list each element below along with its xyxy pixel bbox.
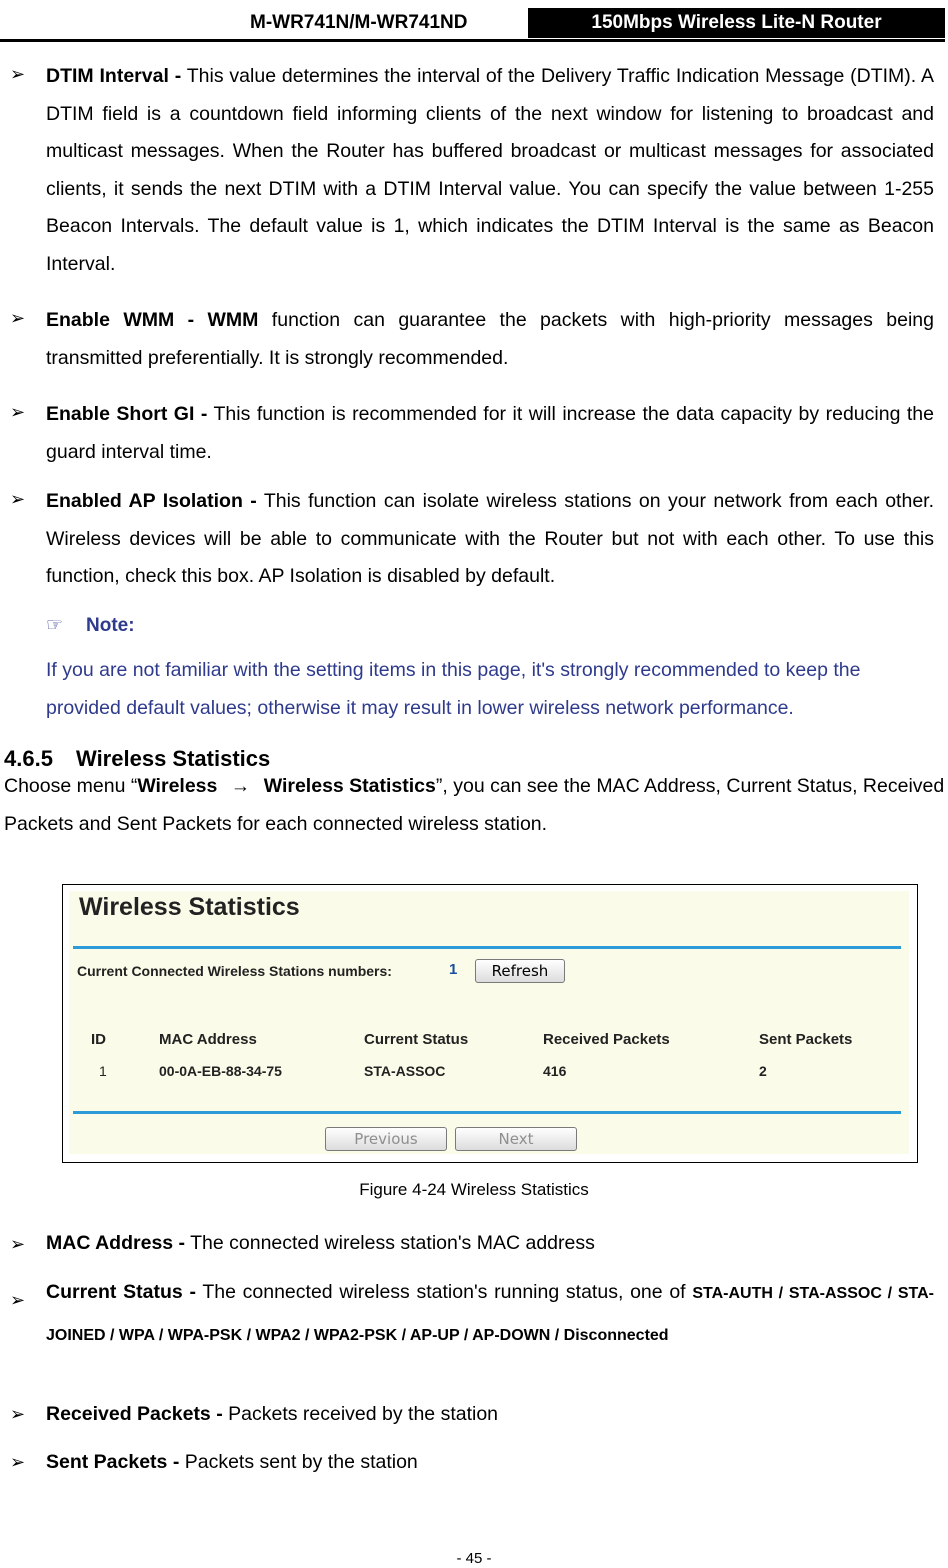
- figure-caption: Figure 4-24 Wireless Statistics: [359, 1180, 589, 1199]
- wireless-statistics-panel: [69, 891, 909, 1154]
- column-header-sent: Sent Packets: [759, 1031, 853, 1048]
- page-header: [0, 8, 948, 40]
- bullet-arrow-icon: ➢: [10, 402, 26, 422]
- header-rule: [0, 39, 945, 42]
- item-term: MAC Address -: [46, 1232, 186, 1254]
- note-title: Note:: [86, 615, 135, 636]
- panel-title: Wireless Statistics: [79, 893, 300, 921]
- item-text: This function can isolate wireless stations on your network from each other. Wireless devices will be able to communicate with the Router but not with each other. To use this function, check this box. AP Isolation is disabled by default.: [46, 490, 934, 587]
- item-enable-short-gi: [46, 396, 934, 471]
- bullet-arrow-icon: ➢: [10, 1234, 26, 1254]
- previous-button[interactable]: Previous: [325, 1127, 447, 1151]
- product-name: 150Mbps Wireless Lite-N Router: [528, 8, 945, 38]
- section-intro: [4, 768, 948, 843]
- bullet-arrow-icon: ➢: [10, 1404, 26, 1424]
- bullet-arrow-icon: ➢: [10, 489, 26, 509]
- item-term: Enable WMM - WMM: [46, 309, 259, 331]
- figure-screenshot: [62, 884, 918, 1163]
- page-number: - 45 -: [456, 1550, 492, 1567]
- item-mac-address: [46, 1225, 934, 1263]
- refresh-button[interactable]: Refresh: [475, 959, 565, 983]
- column-header-id: ID: [91, 1031, 106, 1048]
- cell-id: 1: [99, 1063, 107, 1079]
- intro-post: ”, you can see the MAC Address, Current Status, Received Packets and Sent Packets for each connected wireless station.: [4, 775, 945, 835]
- item-enable-wmm: [46, 302, 934, 377]
- item-text: Packets sent by the station: [179, 1451, 418, 1473]
- column-header-received: Received Packets: [543, 1031, 670, 1048]
- bullet-arrow-icon: ➢: [10, 1290, 26, 1310]
- intro-menu-1: Wireless: [137, 775, 218, 797]
- item-text: This function is recommended for it will increase the data capacity by reducing the guard interval time.: [46, 403, 934, 463]
- item-sent-packets: [46, 1444, 934, 1482]
- panel-bottom-rule: [73, 1111, 901, 1114]
- item-text: function can guarantee the packets with high-priority messages being transmitted preferentially. It is strongly recommended.: [46, 309, 934, 369]
- item-term: Enable Short GI -: [46, 403, 208, 425]
- arrow-right-icon: →: [230, 775, 251, 797]
- pointing-hand-icon: ☞: [46, 615, 64, 636]
- item-term: Enabled AP Isolation -: [46, 490, 257, 512]
- item-term: Current Status -: [46, 1281, 196, 1303]
- note-text: If you are not familiar with the setting items in this page, it's strongly recommended to keep the provided default values; otherwise it may result in lower wireless network performance.: [46, 659, 861, 719]
- model-name: M-WR741N/M-WR741ND: [250, 12, 468, 33]
- station-count-value: 1: [449, 961, 458, 978]
- intro-menu-2: Wireless Statistics: [263, 775, 436, 797]
- cell-received: 416: [543, 1063, 567, 1079]
- item-text: Packets received by the station: [222, 1403, 499, 1425]
- panel-top-rule: [73, 946, 901, 949]
- cell-sent: 2: [759, 1063, 767, 1079]
- cell-status: STA-ASSOC: [364, 1063, 446, 1079]
- item-text: The connected wireless station's MAC address: [185, 1232, 595, 1254]
- column-header-mac: MAC Address: [159, 1031, 257, 1048]
- section-number: 4.6.5: [4, 746, 53, 771]
- bullet-arrow-icon: ➢: [10, 308, 26, 328]
- item-text: This value determines the interval of the Delivery Traffic Indication Message (DTIM). A DTIM field is a countdown field informing clients of the next window for listening to broadcast and multicast messages. When the Router has buffered broadcast or multicast messages for associated clients, it sends the next DTIM with a DTIM Interval value. You can specify the value between 1-255 Beacon Intervals. The default value is 1, which indicates the DTIM Interval is the same as Beacon Interval.: [46, 65, 935, 275]
- item-current-status: [46, 1272, 934, 1356]
- item-dtim-interval: [46, 58, 934, 283]
- item-ap-isolation: [46, 483, 934, 596]
- intro-pre: Choose menu “: [4, 775, 138, 797]
- column-header-status: Current Status: [364, 1031, 469, 1048]
- station-count-label: Current Connected Wireless Stations numbers:: [77, 963, 392, 979]
- bullet-arrow-icon: ➢: [10, 64, 26, 84]
- status-list: STA-AUTH / STA-ASSOC / STA-JOINED / WPA / WPA-PSK / WPA2 / WPA2-PSK / AP-UP / AP-DOWN / Disconnected: [46, 1285, 934, 1344]
- item-term: Received Packets -: [46, 1403, 223, 1425]
- item-received-packets: [46, 1396, 934, 1434]
- next-button[interactable]: Next: [455, 1127, 577, 1151]
- item-term: DTIM Interval -: [46, 65, 182, 87]
- note-heading: [46, 614, 135, 637]
- section-title: Wireless Statistics: [76, 746, 271, 771]
- cell-mac: 00-0A-EB-88-34-75: [159, 1063, 282, 1079]
- item-term: Sent Packets -: [46, 1451, 180, 1473]
- item-text: The connected wireless station's running status, one of: [195, 1281, 693, 1303]
- bullet-arrow-icon: ➢: [10, 1452, 26, 1472]
